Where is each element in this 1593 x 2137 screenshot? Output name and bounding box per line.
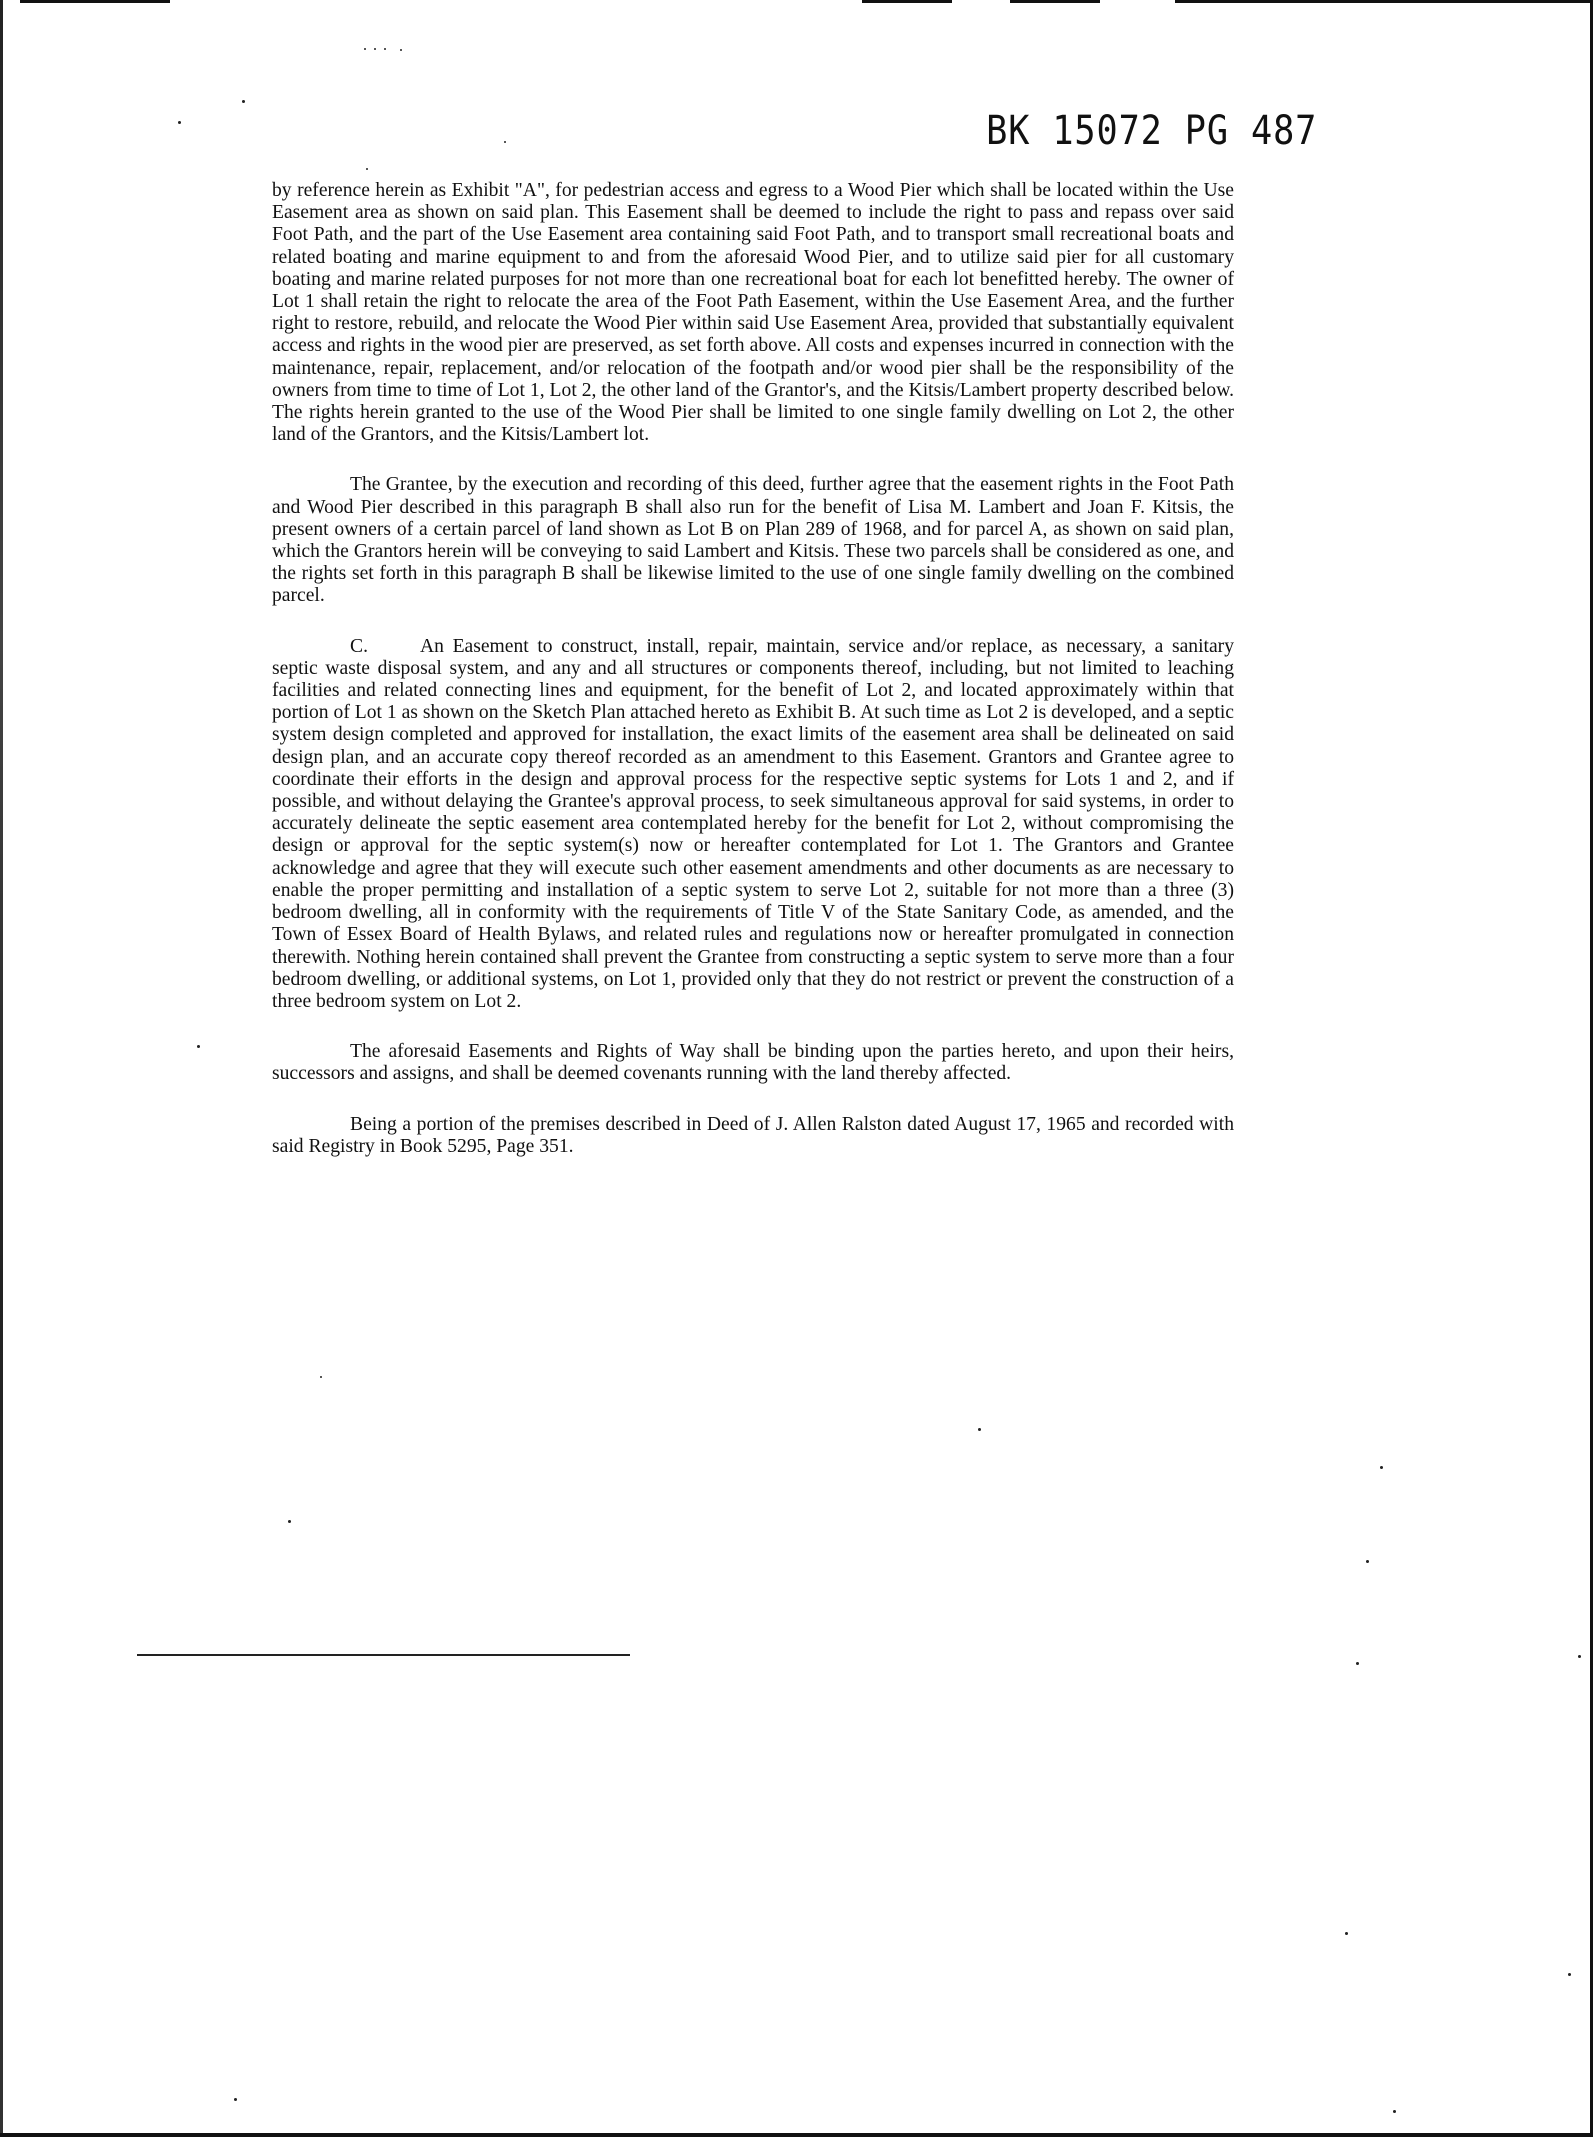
scan-speck	[197, 1045, 200, 1048]
scan-speck	[234, 2098, 237, 2101]
scan-speck	[400, 49, 402, 51]
scan-speck	[504, 141, 506, 143]
scan-speck	[288, 1520, 291, 1523]
scan-speck	[178, 121, 181, 124]
scan-speck	[1393, 2110, 1396, 2113]
scan-speck	[1366, 1560, 1369, 1563]
scan-speck	[374, 48, 376, 50]
scan-speck	[1356, 1662, 1359, 1665]
scan-speck	[978, 1428, 981, 1431]
section-c-label: C.	[350, 635, 368, 657]
scan-top-line	[20, 0, 170, 3]
scan-speck	[320, 1376, 322, 1378]
scan-speck	[384, 48, 386, 50]
paragraph-kitsis-lambert-rights: The Grantee, by the execution and recording of this deed, further agree that the easement rights in the Foot Path and Wood Pier described in this paragraph B shall also run for the benefit of Lisa M. Lambert and Joan F. Kitsis, the present owners of a certain parcel of land shown as Lot B on Plan 289 of 1968, and for parcel A, as shown on said plan, which the Grantors herein will be conveying to said Lambert and Kitsis. These two parcels shall be considered as one, and the rights set forth in this paragraph B shall be likewise limited to the use of one single family dwelling on the combined parcel.	[272, 474, 1234, 607]
scan-speck	[366, 168, 368, 170]
scan-speck	[1345, 1932, 1348, 1935]
paragraph-septic-easement	[272, 636, 1234, 1013]
scan-left-edge	[0, 0, 3, 2137]
scan-speck	[1380, 1466, 1383, 1469]
paragraph-foot-path-easement: by reference herein as Exhibit "A", for pedestrian access and egress to a Wood Pier which shall be located within the Use Easement area as shown on said plan. This Easement shall be deemed to include the right to pass and repass over said Foot Path, and the part of the Use Easement area containing said Foot Path, and to transport small recreational boats and related boating and marine equipment to and from the aforesaid Wood Pier, and to utilize said pier for all customary boating and marine related purposes for not more than one recreational boat for each lot benefitted hereby. The owner of Lot 1 shall retain the right to relocate the area of the Foot Path Easement, within the Use Easement Area, and the further right to restore, rebuild, and relocate the Wood Pier within said Use Easement Area, provided that substantially equivalent access and rights in the wood pier are preserved, as set forth above. All costs and expenses incurred in connection with the maintenance, repair, replacement, and/or relocation of the footpath and/or wood pier shall be the responsibility of the owners from time to time of Lot 1, Lot 2, the other land of the Grantor's, and the Kitsis/Lambert property described below. The rights herein granted to the use of the Wood Pier shall be limited to one single family dwelling on Lot 2, the other land of the Grantors, and the Kitsis/Lambert lot.	[272, 180, 1234, 446]
scan-speck	[364, 48, 366, 50]
paragraph-premises-source: Being a portion of the premises described in Deed of J. Allen Ralston dated August 17, 1965 and recorded with said Registry in Book 5295, Page 351.	[272, 1113, 1234, 1157]
scan-speck	[242, 100, 245, 103]
scan-top-line	[862, 0, 952, 3]
scan-speck	[1568, 1973, 1571, 1976]
scan-top-line	[1010, 0, 1100, 3]
footnote-rule	[137, 1654, 630, 1656]
deed-body	[272, 180, 1234, 1158]
book-page-stamp: BK 15072 PG 487	[985, 108, 1317, 154]
scan-top-line	[1175, 0, 1593, 3]
scan-bottom-edge	[0, 2133, 1593, 2137]
paragraph-binding-covenants: The aforesaid Easements and Rights of Way shall be binding upon the parties hereto, and upon their heirs, successors and assigns, and shall be deemed covenants running with the land thereby affected.	[272, 1041, 1234, 1085]
scan-speck	[1578, 1655, 1581, 1658]
septic-easement-text: An Easement to construct, install, repair, maintain, service and/or replace, as necessary, a sanitary septic waste disposal system, and any and all structures or components thereof, including, but not limited to leaching facilities and related connecting lines and equipment, for the benefit of Lot 2, and located approximately within that portion of Lot 1 as shown on the Sketch Plan attached hereto as Exhibit B. At such time as Lot 2 is developed, and a septic system design completed and approved for installation, the exact limits of the easement area shall be delineated on said design plan, and an accurate copy thereof recorded as an amendment to this Easement. Grantors and Grantee agree to coordinate their efforts in the design and approval process for the respective septic systems for Lots 1 and 2, and if possible, and without delaying the Grantee's approval process, to seek simultaneous approval for said systems, in order to accurately delineate the septic easement area contemplated hereby for the benefit for Lot 2, without compromising the design or approval for the septic system(s) now or hereafter contemplated for Lot 1. The Grantors and Grantee acknowledge and agree that they will execute such other easement amendments and other documents as are necessary to enable the proper permitting and installation of a septic system to serve Lot 2, suitable for not more than a three (3) bedroom dwelling, all in conformity with the requirements of Title V of the State Sanitary Code, as amended, and the Town of Essex Board of Health Bylaws, and related rules and regulations now or hereafter promulgated in connection therewith. Nothing herein contained shall prevent the Grantee from constructing a septic system to serve more than a four bedroom dwelling, or additional systems, on Lot 1, provided only that they do not restrict or prevent the construction of a three bedroom system on Lot 2.	[272, 635, 1234, 1012]
